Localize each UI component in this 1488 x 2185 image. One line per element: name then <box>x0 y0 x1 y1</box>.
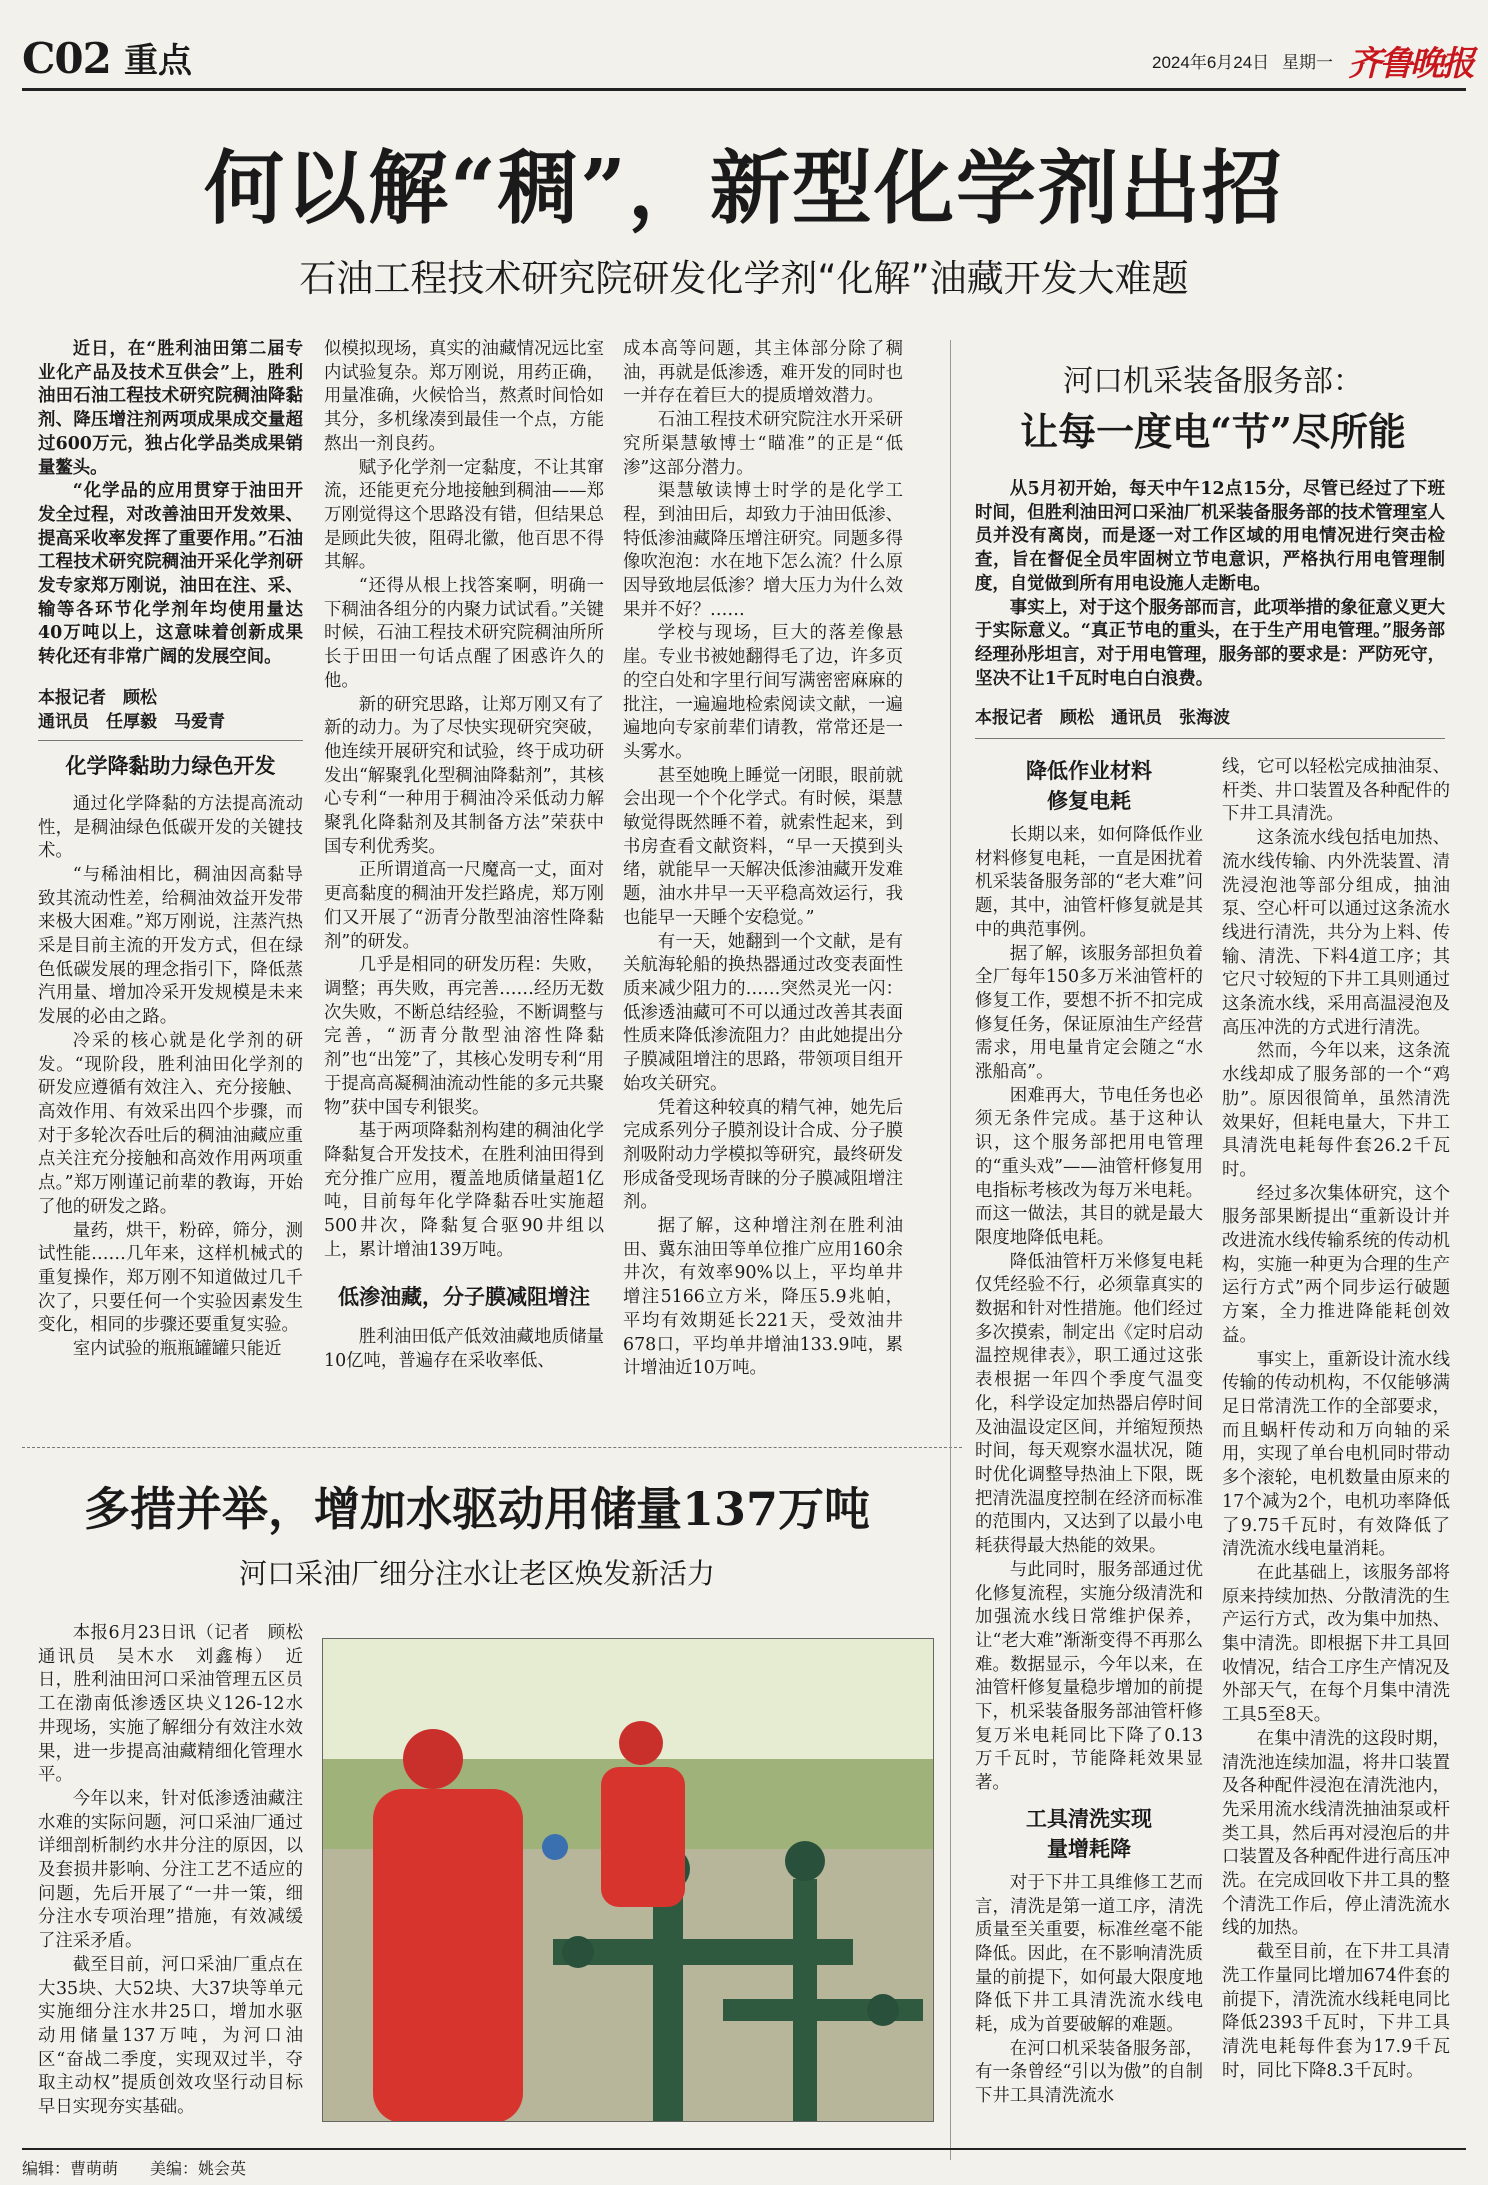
article3-title: 多措并举，增加水驱动用储量137万吨 <box>83 1482 871 1536</box>
body-paragraph: 赋予化学剂一定黏度，不让其窜流，还能更充分地接触到稠油——郑万刚觉得这个思路没有错，但结果总是顾此失彼，阻碍北徽，他百思不得其解。 <box>324 457 604 573</box>
issue-weekday: 星期一 <box>1282 53 1333 72</box>
pressure-gauge <box>542 1834 568 1860</box>
body-paragraph: 基于两项降黏剂构建的稠油化学降黏复合开发技术，在胜利油田得到充分推广应用，覆盖地质储量超1亿吨，目前每年化学降黏吞吐实施超500井次，降黏复合驱90井组以上，累计增油139万吨。 <box>324 1121 604 1260</box>
body-paragraph: 困难再大，节电任务也必须无条件完成。基于这种认识，这个服务部把用电管理的“重头戏”——油管杆修复用电指标考核改为每万米电耗。而这一做法，其目的就是最大限度地降低电耗。 <box>975 1085 1203 1248</box>
body-paragraph: 几乎是相同的研发历程：失败，调整；再失败，再完善……经历无数次失败，不断总结经验，不断调整与完善，“沥青分散型油溶性降黏剂”也“出笼”了，其核心发明专利“用于提高高凝稠油流动性能的多元共聚物”获中国专利银奖。 <box>324 955 604 1118</box>
body-paragraph: 室内试验的瓶瓶罐罐只能近 <box>72 1339 282 1360</box>
body-paragraph: 通过化学降黏的方法提高流动性，是稠油绿色低碳开发的关键技术。 <box>38 793 303 862</box>
body-paragraph: 然而，今年以来，这条流水线却成了服务部的一个“鸡肋”。原因很简单，虽然清洗效果好，但耗电量大，下井工具清洗电耗每件套26.2千瓦时。 <box>1222 1041 1450 1180</box>
body-paragraph: 对于下井工具维修工艺而言，清洗是第一道工序，清洗质量至关重要，标准丝毫不能降低。因此，在不影响清洗质量的前提下，如何最大限度地降低下井工具清洗流水线电耗，成为首要破解的难题。 <box>975 1872 1203 2036</box>
article2-title: 让每一度电“节”尽所能 <box>1020 409 1406 454</box>
article3-body <box>38 1622 321 2120</box>
article3-subtitle: 河口采油厂细分注水让老区焕发新活力 <box>238 1557 715 1590</box>
article1-byline-correspondent: 通讯员 任厚毅 马爱青 <box>38 711 225 732</box>
body-paragraph: 成本高等问题，其主体部分除了稠油，再就是低渗透，难开发的同时也一并存在着巨大的提质增效潜力。 <box>623 339 903 407</box>
body-paragraph: 似模拟现场，真实的油藏情况远比室内试验复杂。郑万刚说，用药正确，用量准确，火候恰当，熬煮时间恰如其分，多机缘凑到最佳一个点，方能熬出一剂良药。 <box>324 339 604 454</box>
body-paragraph: 凭着这种较真的精气神，她先后完成系列分子膜剂设计合成、分子膜剂吸附动力学模拟等研究，最终研发形成备受现场青睐的分子膜减阻增注剂。 <box>623 1097 903 1213</box>
article1-subtitle: 石油工程技术研究院研发化学剂“化解”油藏开发大难题 <box>299 257 1189 300</box>
issue-date: 2024年6月24日 <box>1152 53 1270 72</box>
byline-divider <box>975 738 1445 739</box>
column-divider <box>950 340 951 2160</box>
body-paragraph: 长期以来，如何降低作业材料修复电耗，一直是困扰着机采装备服务部的“老大难”问题，其中，油管杆修复就是其中的典范事例。 <box>975 825 1203 940</box>
footer-designer: 美编：姚会英 <box>150 2159 247 2178</box>
article2-heading-2b: 量增耗降 <box>1047 1836 1131 1861</box>
body-paragraph: 据了解，这种增注剂在胜利油田、冀东油田等单位推广应用160余井次，有效率90%以上，平均单井增注5166立方米，降压5.9兆帕，平均有效期延长221天，受效油井678口，平均单井增油133.9吨，累计增油近10万吨。 <box>623 1216 903 1379</box>
body-paragraph: 新的研究思路，让郑万刚又有了新的动力。为了尽快实现研究突破，他连续开展研究和试验，终于成功研发出“解聚乳化型稠油降黏剂”，其核心专利“一种用于稠油冷采低动力解聚乳化降黏剂及其制备方法”荣获中国专利优秀奖。 <box>324 694 604 857</box>
article2-heading-2a: 工具清洗实现 <box>1026 1806 1152 1831</box>
body-paragraph: 这条流水线包括电加热、流水线传输、内外洗装置、清洗浸泡池等部分组成，抽油泵、空心杆可以通过这条流水线进行清洗，共分为上料、传输、清洗、下料4道工序；其它尺寸较短的下井工具则通过这条流水线，采用高温浸泡及高压冲洗的方式进行清洗。 <box>1222 828 1450 1038</box>
hard-hat <box>619 1721 663 1765</box>
hard-hat <box>403 1729 463 1789</box>
valve-wheel <box>867 1994 899 2026</box>
worker-uniform <box>601 1767 685 1907</box>
article1-heading-1: 化学降黏助力绿色开发 <box>65 753 276 778</box>
worker-uniform <box>373 1789 523 2122</box>
article1-byline-reporter: 本报记者 顾松 <box>38 687 157 708</box>
article1-col1 <box>38 338 303 1362</box>
oil-well-illustration <box>323 1639 934 2122</box>
lead-paragraph: “化学品的应用贯穿于油田开发全过程，对改善油田开发效果、提高采收率发挥了重要作用。”石油工程技术研究院稠油开采化学剂研发专家郑万刚说，油田在注、采、输等各环节化学剂年均使用量达40万吨以上，这意味着创新成果转化还有非常广阔的发展空间。 <box>38 481 303 668</box>
article2-colB <box>1222 756 1450 2083</box>
body-paragraph: 线，它可以轻松完成抽油泵、杆类、井口装置及各种配件的下井工具清洗。 <box>1222 757 1450 825</box>
article1-title: 何以解“稠”，新型化学剂出招 <box>203 141 1285 235</box>
article2-kicker: 河口机采装备服务部： <box>1063 364 1363 399</box>
body-paragraph: 胜利油田低产低效油藏地质储量10亿吨，普遍存在采收率低、 <box>324 1327 604 1372</box>
header-rule <box>22 88 1466 91</box>
page-code: C02 <box>22 34 111 83</box>
article2-lead <box>975 478 1445 691</box>
article2-colA <box>975 756 1203 2109</box>
footer-rule <box>22 2148 1466 2150</box>
lead-paragraph: 从5月初开始，每天中午12点15分，尽管已经过了下班时间，但胜利油田河口采油厂机采装备服务部的技术管理室人员并没有离岗，而是逐一对工作区域的用电情况进行突击检查，旨在督促全员牢固树立节电意识，严格执行用电管理制度，自觉做到所有用电设施人走断电。 <box>975 479 1445 594</box>
article1-col2 <box>324 338 604 1374</box>
body-paragraph: 据了解，该服务部担负着全厂每年150多万米油管杆的修复工作，要想不折不扣完成修复任务，保证原油生产经营需求，用电量肯定会随之“水涨船高”。 <box>975 943 1203 1083</box>
article1-heading-2: 低渗油藏，分子膜减阻增注 <box>338 1285 590 1310</box>
body-paragraph: 在此基础上，该服务部将原来持续加热、分散清洗的生产运行方式，改为集中加热、集中清洗。即根据下井工具回收情况，结合工序生产情况及外部天气，在每个月集中清洗工具5至8天。 <box>1222 1562 1450 1726</box>
body-paragraph: “还得从根上找答案啊，明确一下稠油各组分的内聚力试试看。”关键时候，石油工程技术研究院稠油所所长于田田一句话点醒了困惑许久的他。 <box>324 576 604 691</box>
body-paragraph: 渠慧敏读博士时学的是化学工程，到油田后，却致力于油田低渗、特低渗油藏降压增注研究。同题多得像吹泡泡：水在地下怎么流？什么原因导致地层低渗？增大压力为什么效果并不好？…… <box>623 481 903 620</box>
article2-heading-1b: 修复电耗 <box>1047 789 1131 813</box>
footer-editor: 编辑：曹萌萌 <box>22 2159 119 2178</box>
body-paragraph: 正所谓道高一尺魔高一丈，面对更高黏度的稠油开发拦路虎，郑万刚们又开展了“沥青分散型油溶性降黏剂”的研发。 <box>324 860 604 952</box>
body-paragraph: 本报6月23日讯（记者 顾松 通讯员 吴木水 刘鑫梅） 近日，胜利油田河口采油管理五区员工在渤南低渗透区块义126-12水井现场，实施了解细分有效注水效果，进一步提高油藏精细化管理水平。 <box>38 1623 321 1786</box>
lead-paragraph: 事实上，对于这个服务部而言，此项举措的象征意义更大于实际意义。“真正节电的重头，在于生产用电管理。”服务部经理孙彤坦言，对于用电管理，服务部的要求是：严防死守，坚决不让1千瓦时电白白浪费。 <box>975 597 1445 689</box>
body-paragraph: 甚至她晚上睡觉一闭眼，眼前就会出现一个个化学式。有时候，渠慧敏觉得既然睡不着，就索性起来，到书房查看文献资料，“早一天摸到头绪，就能早一天解决低渗油藏开发难题，油水井早一天平稳高效运行，我也能早一天睡个安稳觉。” <box>623 765 903 928</box>
section-name: 重点 <box>124 41 192 81</box>
byline-divider <box>38 740 303 741</box>
wellhead-pipe <box>653 1879 683 2122</box>
oil-well-photo <box>322 1638 934 2122</box>
valve-wheel <box>562 1936 594 1968</box>
lead-paragraph: 近日，在“胜利油田第二届专业化产品及技术互供会”上，胜利油田石油工程技术研究院稠油降黏剂、降压增注剂两项成果成交量超过600万元，独占化学品类成果销量鳌头。 <box>38 339 303 478</box>
body-paragraph: 截至目前，在下井工具清洗工作量同比增加674件套的前提下，清洗流水线耗电同比降低2393千瓦时，下井工具清洗电耗每件套为17.9千瓦时，同比下降8.3千瓦时。 <box>1222 1942 1450 2081</box>
body-paragraph: 冷采的核心就是化学剂的研发。“现阶段，胜利油田化学剂的研发应遵循有效注入、充分接触、高效作用、有效采出四个步骤，而对于多轮次吞吐后的稠油油藏应重点关注充分接触和高效作用两项重点。”郑万刚谨记前辈的教诲，开始了他的研发之路。 <box>38 1030 303 1217</box>
body-paragraph: 截至目前，河口采油厂重点在大35块、大52块、大37块等单元实施细分注水井25口，增加水驱动用储量137万吨，为河口油区“奋战二季度，实现双过半，夺取主动权”提质创效攻坚行动目标早日实现夯实基础。 <box>38 1954 303 2118</box>
body-paragraph: 降低油管杆万米修复电耗仅凭经验不行，必须靠真实的数据和针对性措施。他们经过多次摸索，制定出《定时启动温控规律表》，职工通过这张表根据一年四个季度气温变化，科学设定加热器启停时间及油温设定区间，并缩短预热时间，每天观察水温状况，随时优化调整导热油上下限，既把清洗温度控制在经济而标准的范围内，又达到了以最小电耗获得最大热能的效果。 <box>975 1251 1203 1557</box>
article-divider <box>22 1447 962 1448</box>
article2-byline: 本报记者 顾松 通讯员 张海波 <box>975 708 1230 728</box>
body-paragraph: 经过多次集体研究，这个服务部果断提出“重新设计并改进流水线传输系统的传动机构，实施一种更为合理的生产运行方式”两个同步运行破题方案，全力推进降能耗创效益。 <box>1222 1183 1450 1346</box>
article2-heading-1a: 降低作业材料 <box>1026 759 1152 783</box>
body-paragraph: 有一天，她翻到一个文献，是有关航海轮船的换热器通过改变表面性质来减少阻力的……突然灵光一闪：低渗透油藏可不可以通过改善其表面性质来降低渗流阻力？由此她提出分子膜减阻增注的思路，带领项目组开始攻关研究。 <box>623 931 903 1094</box>
body-paragraph: “与稀油相比，稠油因高黏导致其流动性差，给稠油效益开发带来极大困难。”郑万刚说，注蒸汽热采是目前主流的开发方式，但在绿色低碳发展的理念指引下，降低蒸汽用量、增加冷采开发规模是未来发展的必由之路。 <box>38 864 303 1028</box>
body-paragraph: 与此同时，服务部通过优化修复流程，实施分级清洗和加强流水线日常维护保养，让“老大难”渐渐变得不再那么难。数据显示，今年以来，在油管杆修复量稳步增加的前提下，机采装备服务部油管杆修复万米电耗同比下降了0.13万千瓦时，节能降耗效果显著。 <box>975 1559 1203 1794</box>
article1-col3 <box>623 338 903 1381</box>
body-paragraph: 石油工程技术研究院注水开采研究所渠慧敏博士“瞄准”的正是“低渗”这部分潜力。 <box>623 410 903 478</box>
body-paragraph: 量药，烘干，粉碎，筛分，测试性能……几年来，这样机械式的重复操作，郑万刚不知道做过几千次了，只要任何一个实验因素发生变化，相同的步骤还要重复实验。 <box>38 1220 303 1336</box>
valve-wheel <box>785 1841 825 1881</box>
body-paragraph: 学校与现场，巨大的落差像悬崖。专业书被她翻得毛了边，许多页的空白处和字里行间写满密密麻麻的批注，一遍遍地检索阅读文献，一遍遍地向专家前辈们请教，常常还是一头雾水。 <box>623 623 903 762</box>
paper-logo: 齐鲁晚报 <box>1348 44 1472 84</box>
article1-lead <box>38 338 303 670</box>
body-paragraph: 在集中清洗的这段时期，清洗池连续加温，将井口装置及各种配件浸泡在清洗池内，先采用流水线清洗抽油泵或杆类工具，然后再对浸泡后的井口装置及各种配件进行高压冲洗。在完成回收下井工具的整个清洗工作后，停止清洗流水线的加热。 <box>1222 1728 1450 1939</box>
body-paragraph: 今年以来，针对低渗透油藏注水难的实际问题，河口采油厂通过详细剖析制约水井分注的原因，以及套损井影响、分注工艺不适应的问题，先后开展了“一井一策，细分注水专项治理”措施，有效减缓了注采矛盾。 <box>38 1788 303 1952</box>
body-paragraph: 在河口机采装备服务部，有一条曾经“引以为傲”的自制下井工具清洗流水 <box>975 2038 1203 2107</box>
body-paragraph: 事实上，重新设计流水线传输的传动机构，不仅能够满足日常清洗工作的全部要求，而且蜗杆传动和万向轴的采用，实现了单台电机同时带动多个滚轮，电机数量由原来的17个减为2个，电机功率降低了9.75千瓦时，有效降低了清洗流水线电量消耗。 <box>1222 1349 1450 1560</box>
